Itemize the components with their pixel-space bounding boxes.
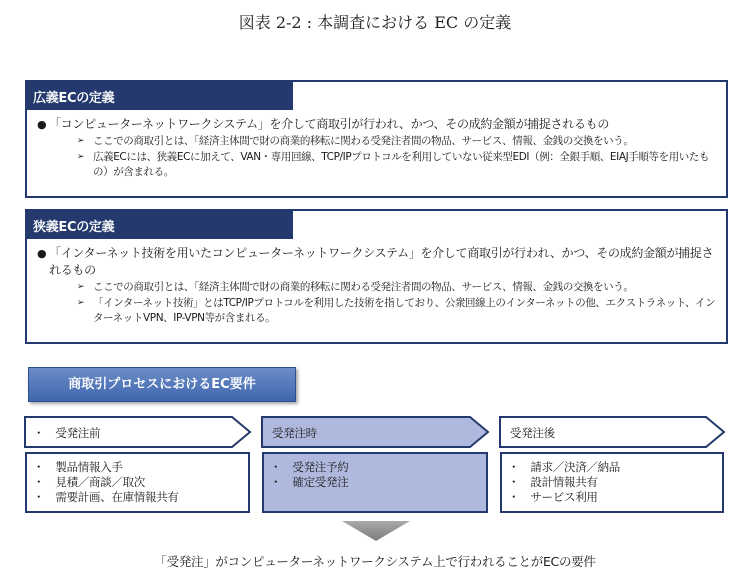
narrow-ec-sub-text: ここでの商取引とは、「経済主体間で財の商業的移転に関わる受発注者間の物品、サービス、情報、金銭の交換をいう。 — [93, 281, 634, 293]
process-requirements-banner: 商取引プロセスにおけるEC要件 — [28, 367, 296, 402]
arrow-bullet-icon: ➢ — [77, 136, 85, 146]
bullet-icon: ● — [37, 247, 47, 260]
stage-label-during: 受発注時 — [272, 426, 317, 440]
arrow-bullet-icon: ➢ — [77, 298, 85, 308]
stage-label-after: 受発注後 — [510, 426, 555, 440]
stage-item: ・ 製品情報入手 — [33, 460, 123, 474]
bullet-icon: ● — [37, 118, 47, 131]
stage-label-before: ・ 受発注前 — [33, 426, 101, 440]
narrow-ec-header: 狭義ECの定義 — [27, 211, 293, 239]
stage-item: ・ 見積／商談／取次 — [33, 475, 145, 489]
arrow-bullet-icon: ➢ — [77, 282, 85, 292]
stage-item: ・ サービス利用 — [508, 490, 598, 504]
narrow-ec-sub-text: 「インターネット技術」とはTCP/IPプロトコルを利用した技術を指しており、公衆回線上のインターネットの他、エクストラネット、インターネットVPN、IP-VPN等が含まれる。 — [93, 297, 716, 324]
broad-ec-sub-text: 広義ECには、狭義ECに加えて、VAN・専用回線、TCP/IPプロトコルを利用していない従来型EDI（例：全銀手順、EIAJ手順等を用いたもの）が含まれる。 — [93, 151, 710, 178]
stage-box-after — [500, 452, 724, 513]
broad-ec-sub-text: ここでの商取引とは、「経済主体間で財の商業的移転に関わる受発注者間の物品、サービス、情報、金銭の交換をいう。 — [93, 135, 634, 147]
stage-item: ・ 需要計画、在庫情報共有 — [33, 490, 179, 504]
stage-item: ・ 設計情報共有 — [508, 475, 598, 489]
stage-item: ・ 受発注予約 — [270, 460, 349, 474]
arrow-bullet-icon: ➢ — [77, 152, 85, 162]
figure-title: 図表 2-2 : 本調査における EC の定義 — [238, 13, 512, 32]
broad-ec-header: 広義ECの定義 — [27, 82, 293, 110]
down-arrow-icon — [342, 521, 410, 541]
stage-box-before — [25, 452, 250, 513]
stage-box-during — [262, 452, 488, 513]
stage-item: ・ 確定受発注 — [270, 475, 349, 489]
conclusion-text: 「受発注」がコンピューターネットワークシステム上で行われることがECの要件 — [154, 554, 596, 569]
narrow-ec-main-text: 「インターネット技術を用いたコンピューターネットワークシステム」を介して商取引が行われ、かつ、その成約金額が捕捉されるもの — [49, 246, 714, 277]
stage-item: ・ 請求／決済／納品 — [508, 460, 620, 474]
broad-ec-main-text: 「コンピューターネットワークシステム」を介して商取引が行われ、かつ、その成約金額が捕捉されるもの — [49, 117, 610, 131]
